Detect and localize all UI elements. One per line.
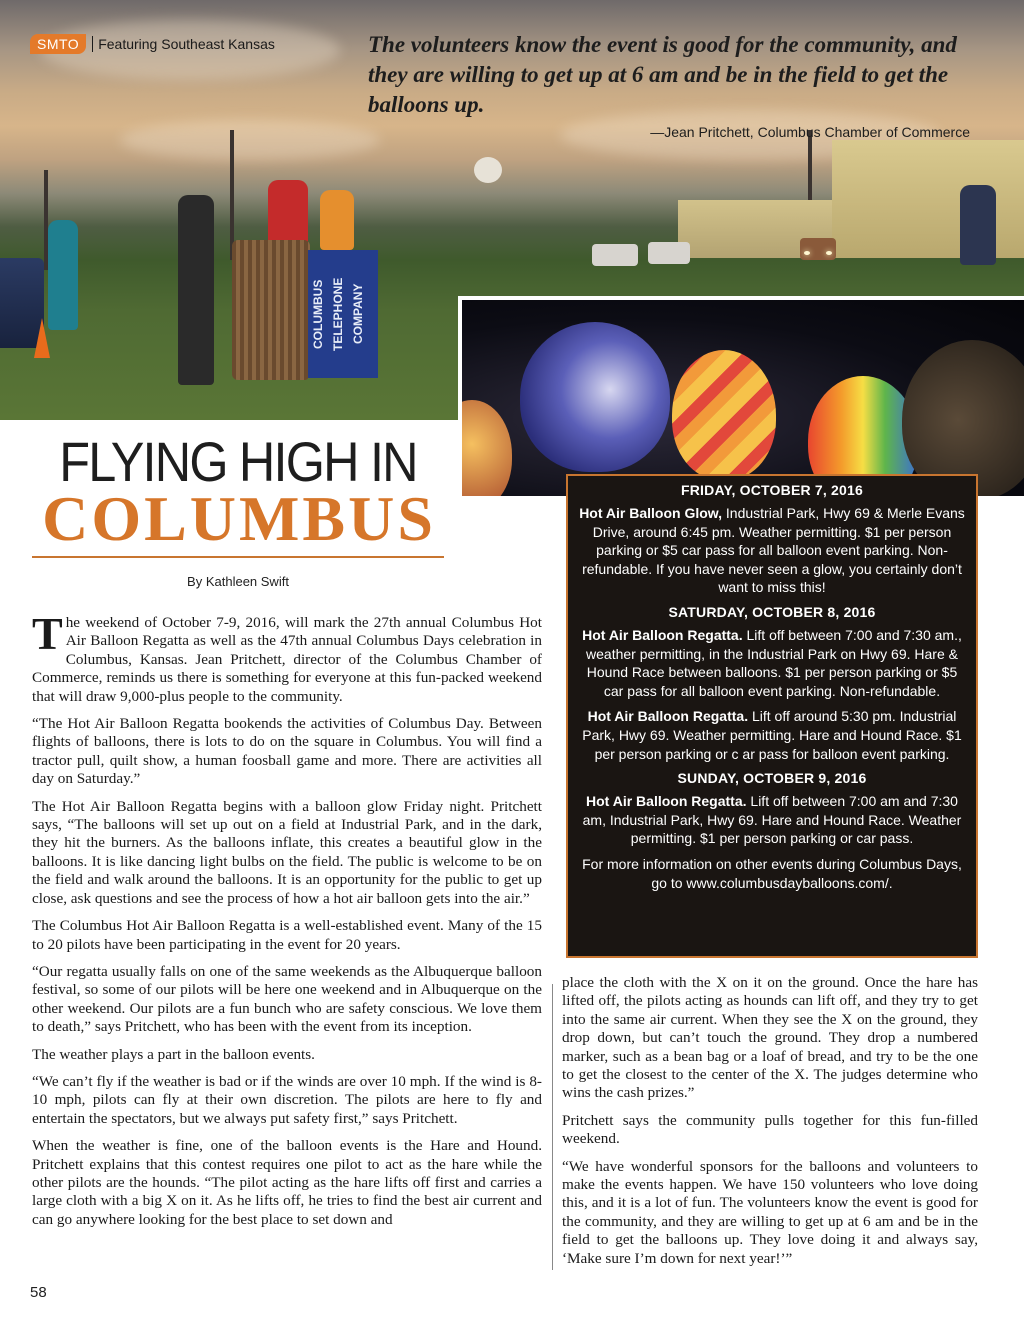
article-paragraph: “The Hot Air Balloon Regatta bookends the activities of Columbus Day. Between flights of balloons, there is lots to do on the square in Columbus. You will find a tractor pull, quilt show, a human foosball game and more. There are activities all day on Saturday.” <box>32 715 542 788</box>
article-title-line2: COLUMBUS <box>42 483 436 554</box>
event-details: Industrial Park, Hwy 69 & Merle Evans Drive, around 6:45 pm. Weather permitting. $1 per person parking or $5 car pass for all balloon event parking. Non-refundable. If you have never seen a glow, you certainly don’t want to miss this! <box>582 505 965 596</box>
article-title-line1: FLYING HIGH IN <box>59 430 417 493</box>
article-paragraph: The Columbus Hot Air Balloon Regatta is a well-established event. Many of the 15 to 20 pilots have been participating in the event for 20 years. <box>32 917 542 953</box>
page-number: 58 <box>30 1284 47 1301</box>
event-title: Hot Air Balloon Glow, <box>579 505 723 521</box>
article-paragraph: The weather plays a part in the balloon events. <box>32 1045 315 1063</box>
car <box>800 238 836 260</box>
paragraph-text: he weekend of October 7-9, 2016, will mark the 27th annual Columbus Hot Air Balloon Regatta as well as the 47th annual Columbus Days celebration in Columbus, Kansas. Jean Pritchett, director of the Columbus Chamber of Commerce, reminds us there is something for everyone at this fun-packed weekend that will draw 9,000-plus people to the community. <box>32 614 542 705</box>
schedule-event <box>578 792 966 848</box>
dropcap: T <box>32 608 63 659</box>
event-title: Hot Air Balloon Regatta. <box>586 793 747 810</box>
balloon-stars <box>520 322 670 472</box>
cloud <box>120 120 380 160</box>
article-paragraph: “We have wonderful sponsors for the balloons and volunteers to make the events happen. We have 150 volunteers who love doing this, and it is a lot of fun. The volunteers know the event is good for the community, and they are willing to get up at 6 am and be in the field to get the balloons up. They love doing it and always say, ‘Make sure I’m down for next year!’” <box>562 1157 978 1267</box>
article-paragraph <box>32 608 542 706</box>
article-paragraph: place the cloth with the X on it on the ground. Once the hare has lifted off, the pilots acting as hounds can lift off, and they try to get into the same air current. When they see the X on the ground, they drop down, but can’t touch the ground. They drop a numbered marker, such as a bean bag or a loaf of bread, and try to be the one to get the closest to the center of the X. The judges determine who wins the cash prizes.” <box>562 974 978 1102</box>
event-details: Lift off between 7:00 am and 7:30 am, Industrial Park, Hwy 69. Hare and Hound Race. Weather permitting. $1 per person parking or car pass. <box>582 793 962 847</box>
article-paragraph: “Our regatta usually falls on one of the same weekends as the Albuquerque balloon festival, so some of our pilots will be here one weekend and in Albuquerque on the other weekend. Our pilots are a fun bunch who are safety conscious. We love them to death,” says Pritchett, who has been with the event from its inception. <box>32 962 542 1036</box>
balloon <box>458 400 512 496</box>
article-column-right <box>562 974 978 1277</box>
balloon-dark <box>902 340 1024 496</box>
brand-badge: SMTO <box>30 34 86 54</box>
basket-banner: COLUMBUS TELEPHONE COMPANY <box>308 250 378 378</box>
article-paragraph: “We can’t fly if the weather is bad or if the winds are over 10 mph. If the wind is 8-10 mph, pilots can fly at their own discretion. The pilots are here to fly and entertain the spectators, but we always put safety first,” says Pritchett. <box>32 1072 542 1127</box>
person <box>960 185 996 265</box>
night-photo-balloon-glow <box>458 296 1024 496</box>
article-paragraph: The Hot Air Balloon Regatta begins with a balloon glow Friday night. Pritchett says, “The balloons will set up out on a field at Industrial Park, and in the dark, they hit the burners. As the balloons inflate, this creates a beautiful glow in the balloons. It is like dancing light bulbs on the field. The public is welcome to be on the field and walk around the balloons. It is an opportunity for the public to get up close, ask questions and see the process of how a hot air balloon gets into the air.” <box>32 797 542 907</box>
person <box>320 190 354 250</box>
schedule-event <box>578 504 966 597</box>
pull-quote: The volunteers know the event is good for the community, and they are willing to get up at 6 am and be in the field to get the balloons up. <box>368 32 957 117</box>
schedule-event <box>578 707 966 763</box>
event-title: Hot Air Balloon Regatta. <box>587 708 749 725</box>
brand-subtitle: Featuring Southeast Kansas <box>98 36 275 52</box>
person <box>48 220 78 330</box>
brand-separator <box>92 36 93 52</box>
event-details: Lift off around 5:30 pm. Industrial Park, Hwy 69. Weather permitting. Hare and Hound Race. $1 per person parking or c ar pass for balloon event parking. <box>582 708 962 762</box>
byline: By Kathleen Swift <box>187 574 289 589</box>
water-tower <box>474 157 502 183</box>
column-divider <box>552 984 553 1270</box>
person <box>178 195 214 385</box>
title-divider <box>32 556 444 558</box>
schedule-day-heading: FRIDAY, OCTOBER 7, 2016 <box>681 482 863 498</box>
schedule-event <box>578 626 966 700</box>
car <box>648 242 690 264</box>
event-details: Lift off between 7:00 and 7:30 am., weather permitting, in the Industrial Park on Hwy 69. Hare & Hound Race between balloons. $1 per person parking or $5 car pass for all balloon event parking. Non-refundable. <box>586 626 962 699</box>
article-column-left <box>32 608 542 1238</box>
schedule-day-heading: SATURDAY, OCTOBER 8, 2016 <box>668 603 876 620</box>
event-schedule-box <box>566 474 978 958</box>
car <box>592 244 638 266</box>
event-title: Hot Air Balloon Regatta. <box>582 626 743 643</box>
balloon-zigzag <box>672 350 776 480</box>
balloon-basket <box>232 240 310 380</box>
schedule-day-heading: SUNDAY, OCTOBER 9, 2016 <box>677 770 867 787</box>
article-paragraph: Pritchett says the community pulls together for this fun-filled weekend. <box>562 1111 978 1148</box>
article-paragraph: When the weather is fine, one of the balloon events is the Hare and Hound. Pritchett explains that this contest requires one pilot to act as the hare while the other pilots are the hounds. “The pilot acting as the hare lifts off first and carries a large cloth with a big X on it. As he lifts off, he tries to find the best air current and can go anywhere looking for the best place to set down and <box>32 1137 542 1228</box>
pull-quote-attribution: —Jean Pritchett, Columbus Chamber of Commerce <box>650 124 970 140</box>
schedule-more-info: For more information on other events during Columbus Days, go to www.columbusdayballoons.com/. <box>582 855 962 891</box>
magazine-brand <box>30 34 275 54</box>
